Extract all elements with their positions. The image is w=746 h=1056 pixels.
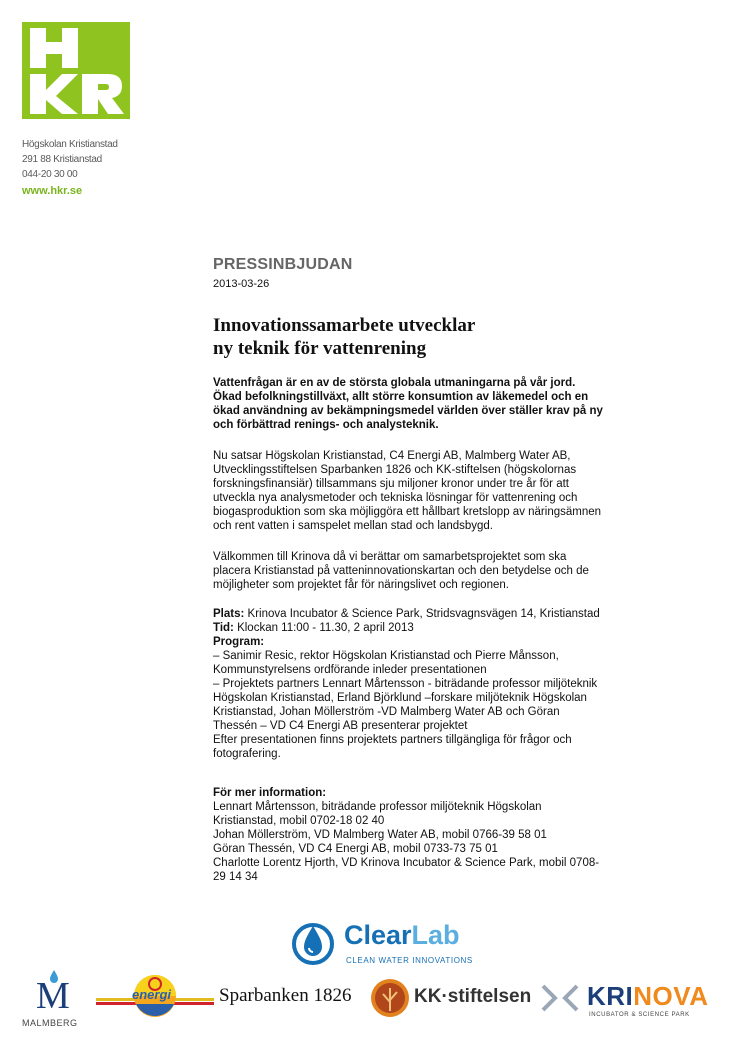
program-line: – Sanimir Resic, rektor Högskolan Kristianstad och Pierre Månsson,: [213, 650, 559, 662]
info-line: Johan Möllerström, VD Malmberg Water AB, mobil 0766-39 58 01: [213, 829, 547, 841]
paragraph-line: Utvecklingsstiftelsen Sparbanken 1826 och KK-stiftelsen (högskolornas: [213, 464, 577, 476]
tid-label: Tid:: [213, 622, 234, 634]
info-line: 29 14 34: [213, 871, 258, 883]
clearlab-logo: [290, 918, 490, 968]
hkr-logo: [22, 22, 130, 119]
malmberg-wordmark: MALMBERG: [22, 1018, 78, 1028]
krinova-logo: [541, 978, 725, 1024]
body-paragraph-2: [213, 550, 653, 592]
info-label: För mer information:: [213, 787, 327, 799]
krinova-wordmark: KRINOVA: [587, 981, 709, 1011]
program-line: Kristianstad, Johan Möllerström -VD Malmberg Water AB och Göran: [213, 706, 560, 718]
title-line: ny teknik för vattenrening: [213, 338, 427, 359]
paragraph-line: och rent vatten i samspelet mellan stad och landsbygd.: [213, 520, 493, 532]
plats-value: Krinova Incubator & Science Park, Stridsvagnsvägen 14, Kristianstad: [244, 608, 600, 620]
document-date: 2013-03-26: [213, 278, 270, 290]
lead-line: Vattenfrågan är en av de största globala utmaningarna på vår jord.: [213, 377, 576, 389]
clearlab-wordmark: ClearLab: [344, 920, 460, 950]
website-link[interactable]: www.hkr.se: [22, 185, 83, 197]
clearlab-tagline: CLEAN WATER INNOVATIONS: [346, 956, 473, 965]
lead-paragraph: [213, 376, 653, 432]
tree-icon: [370, 978, 410, 1018]
event-details: [213, 607, 653, 761]
document-type: PRESSINBJUDAN: [213, 256, 353, 273]
paragraph-line: möjligheter som projektet får för näringslivet och regionen.: [213, 579, 509, 591]
program-line: fotografering.: [213, 748, 281, 760]
paragraph-line: Välkommen till Krinova då vi berättar om samarbetsprojektet som ska: [213, 551, 567, 563]
paragraph-line: biogasproduktion som ska möjliggöra ett hållbart kretslopp av näringsämnen: [213, 506, 602, 518]
contact-info: [213, 786, 653, 884]
krinova-chevrons-icon: [541, 984, 581, 1012]
title-line: Innovationssamarbete utvecklar: [213, 315, 476, 336]
paragraph-line: placera Kristianstad på vatteninnovationskartan och den betydelse och de: [213, 565, 589, 577]
body-paragraph-1: [213, 449, 653, 533]
paragraph-line: Nu satsar Högskolan Kristianstad, C4 Energi AB, Malmberg Water AB,: [213, 450, 571, 462]
program-label: Program:: [213, 636, 265, 648]
program-line: Efter presentationen finns projektets partners tillgängliga för frågor och: [213, 734, 572, 746]
energi-wordmark: energi: [132, 987, 172, 1002]
plats-label: Plats:: [213, 608, 245, 620]
address-line: 291 88 Kristianstad: [22, 154, 102, 165]
c4-energi-logo: [96, 972, 214, 1018]
info-line: Charlotte Lorentz Hjorth, VD Krinova Incubator & Science Park, mobil 0708-: [213, 857, 600, 869]
plats-line: [213, 607, 653, 621]
tid-line: [213, 621, 653, 635]
malmberg-logo: [22, 970, 98, 1030]
program-line: Högskolan Kristianstad, Erland Björklund –forskare miljöteknik Högskolan: [213, 692, 587, 704]
address-line: 044-20 30 00: [22, 169, 78, 180]
lead-line: Ökad befolkningstillväxt, allt större konsumtion av läkemedel och en: [213, 391, 589, 403]
program-line: Thessén – VD C4 Energi AB presenterar projektet: [213, 720, 468, 732]
water-drop-icon: [290, 920, 336, 966]
program-line: – Projektets partners Lennart Mårtensson - biträdande professor miljöteknik: [213, 678, 598, 690]
kk-stiftelsen-logo: [370, 978, 538, 1020]
krinova-tagline: INCUBATOR & SCIENCE PARK: [589, 1012, 690, 1018]
info-line: Göran Thessén, VD C4 Energi AB, mobil 0733-73 75 01: [213, 843, 498, 855]
page-title: [213, 314, 475, 360]
tid-value: Klockan 11:00 - 11.30, 2 april 2013: [233, 622, 414, 634]
address-line: Högskolan Kristianstad: [22, 139, 118, 150]
lead-line: ökad användning av bekämpningsmedel världen över ställer krav på ny: [213, 405, 603, 417]
sparbanken-logo: Sparbanken 1826: [219, 985, 352, 1006]
info-line: Lennart Mårtensson, biträdande professor miljöteknik Högskolan: [213, 801, 542, 813]
info-line: Kristianstad, mobil 0702-18 02 40: [213, 815, 385, 827]
paragraph-line: utveckla nya analysmetoder och tekniska lösningar för vattenrening och: [213, 492, 578, 504]
hkr-logo-mark: [22, 22, 130, 119]
program-line: Kommunstyrelsens ordförande inleder presentationen: [213, 664, 487, 676]
malmberg-mark: M: [36, 975, 70, 1017]
paragraph-line: forskningsfinansiär) tillsammans sju miljoner kronor under tre år för att: [213, 478, 569, 490]
kk-wordmark: KK·stiftelsen: [414, 986, 532, 1007]
lead-line: och förbättrad renings- och analysteknik.: [213, 419, 439, 431]
